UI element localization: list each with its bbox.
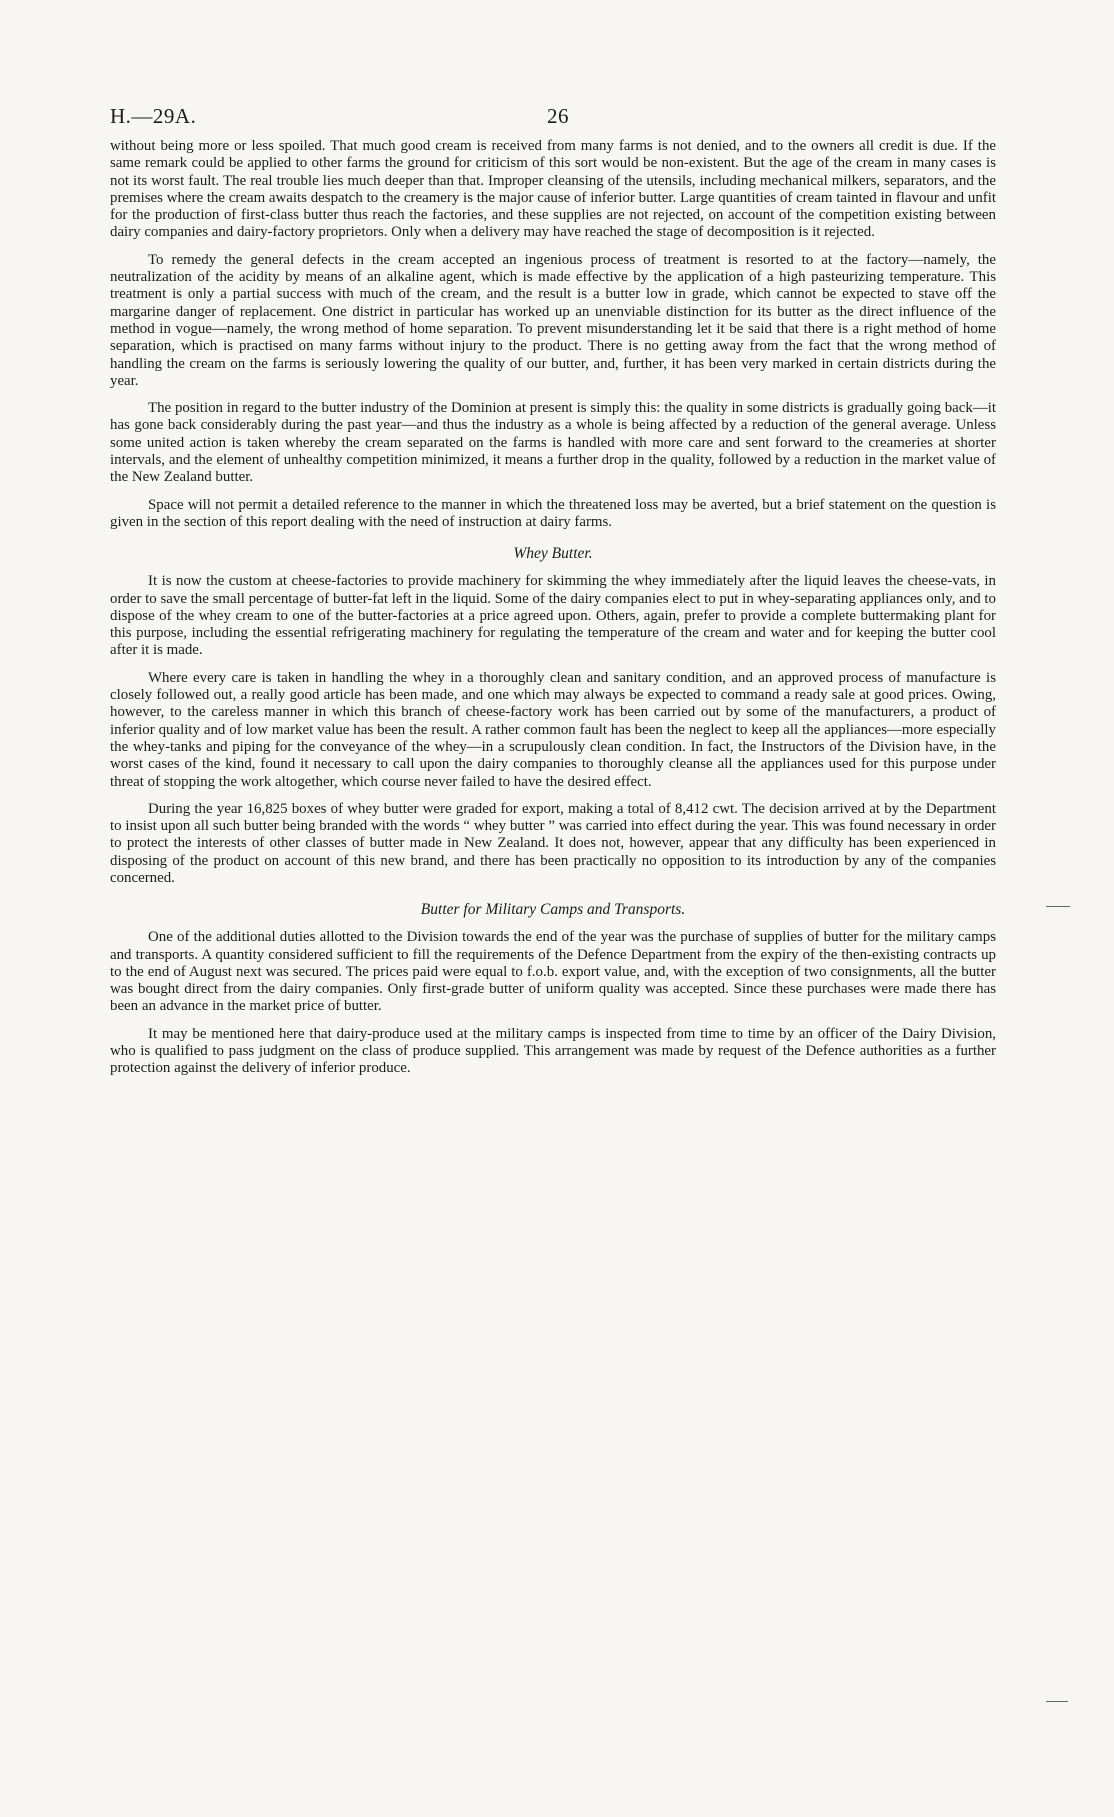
paragraph: without being more or less spoiled. That much good cream is received from many farms is not denied, and to the owners all credit is due. If the same remark could be applied to other farms the ground for criticism of this sort would be non-existent. But the age of the cream in many cases is not its worst fault. The real trouble lies much deeper than that. Improper cleansing of the utensils, including mechanical milkers, separators, and the premises where the cream awaits despatch to the creamery is the major cause of inferior butter. Large quantities of cream tainted in flavour and unfit for the production of first-class butter thus reach the factories, and these supplies are not rejected, on account of the competition existing between dairy companies and dairy-factory proprietors. Only when a delivery may have reached the stage of decomposition is it rejected. [110,138,996,241]
section-heading: Whey Butter. [513,545,593,563]
paragraph: One of the additional duties allotted to the Division towards the end of the year was the purchase of supplies of butter for the military camps and transports. A quantity considered sufficient to fill the requirements of the Defence Department from the expiry of the then-existing contracts up to the end of August next was secured. The prices paid were equal to f.o.b. export value, and, with the exception of two consignments, all the butter was bought direct from the dairy companies. Only first-grade butter of uniform quality was accepted. Since these purchases were made there has been an advance in the market price of butter. [110,929,996,1015]
paragraph: Where every care is taken in handling the whey in a thoroughly clean and sanitary condition, and an approved process of manufacture is closely followed out, a really good article has been made, and one which may always be expected to command a ready sale at good prices. Owing, however, to the careless manner in which this branch of cheese-factory work has been carried out by some of the manufacturers, a product of inferior quality and of low market value has been the result. A rather common fault has been the neglect to keep all the appliances—more especially the whey-tanks and piping for the conveyance of the whey—in a scrupulously clean condition. In fact, the Instructors of the Division have, in the worst cases of the kind, found it necessary to call upon the dairy companies to thoroughly cleanse all the appliances used for this purpose under threat of stopping the work altogether, which course never failed to have the desired effect. [110,669,996,790]
paragraph: Space will not permit a detailed reference to the manner in which the threatened loss may be averted, but a brief statement on the question is given in the section of this report dealing with the need of instruction at dairy farms. [110,496,996,530]
page-header [110,104,996,138]
margin-dash-mark [1046,906,1070,907]
section-whey-butter [110,545,996,887]
section-intro [110,138,996,531]
document-page [110,104,996,1088]
paragraph: During the year 16,825 boxes of whey butter were graded for export, making a total of 8,412 cwt. The decision arrived at by the Department to insist upon all such butter being branded with the words “ whey butter ” was carried into effect during the year. This was found necessary in order to protect the interests of other classes of butter made in New Zealand. It does not, however, appear that any difficulty has been experienced in disposing of the product on account of this new brand, and there has been practically no opposition to its introduction by any of the companies concerned. [110,800,996,886]
paragraph: To remedy the general defects in the cream accepted an ingenious process of treatment is resorted to at the factory—namely, the neutralization of the acidity by means of an alkaline agent, which is made effective by the application of a high pasteurizing temperature. This treatment is only a partial success with much of the cream, and the result is a butter low in grade, which cannot be expected to stave off the margarine danger of replacement. One district in particular has worked up an unenviable distinction for its butter as the direct influence of the method in vogue—namely, the wrong method of home separation. To prevent misunderstanding let it be said that there is a right method of home separation, which is practised on many farms without injury to the product. There is no getting away from the fact that the wrong method of handling the cream on the farms is seriously lowering the quality of our butter, and, further, it has been very marked in certain districts during the year. [110,251,996,389]
document-reference: H.—29A. [110,104,197,128]
margin-dash-mark [1046,1701,1068,1702]
page-number: 26 [547,104,569,128]
paragraph: It may be mentioned here that dairy-produce used at the military camps is inspected from time to time by an officer of the Dairy Division, who is qualified to pass judgment on the class of produce supplied. This arrangement was made by request of the Defence authorities as a further protection against the delivery of inferior produce. [110,1025,996,1077]
paragraph: The position in regard to the butter industry of the Dominion at present is simply this: the quality in some districts is gradually going back—it has gone back considerably during the past year—and thus the industry as a whole is being affected by a reduction of the general average. Unless some united action is taken whereby the cream separated on the farms is handled with more care and sent forward to the creameries at shorter intervals, and the element of unhealthy competition minimized, it means a further drop in the quality, followed by a reduction in the market value of the New Zealand butter. [110,400,996,486]
paragraph: It is now the custom at cheese-factories to provide machinery for skimming the whey immediately after the liquid leaves the cheese-vats, in order to save the small percentage of butter-fat left in the liquid. Some of the dairy companies elect to put in whey-separating appliances only, and to dispose of the whey cream to one of the butter-factories at a price agreed upon. Others, again, prefer to provide a complete buttermaking plant for this purpose, including the essential refrigerating machinery for regulating the temperature of the cream and water and for keeping the butter cool after it is made. [110,573,996,659]
section-military-butter [110,901,996,1077]
section-heading: Butter for Military Camps and Transports. [420,901,686,919]
